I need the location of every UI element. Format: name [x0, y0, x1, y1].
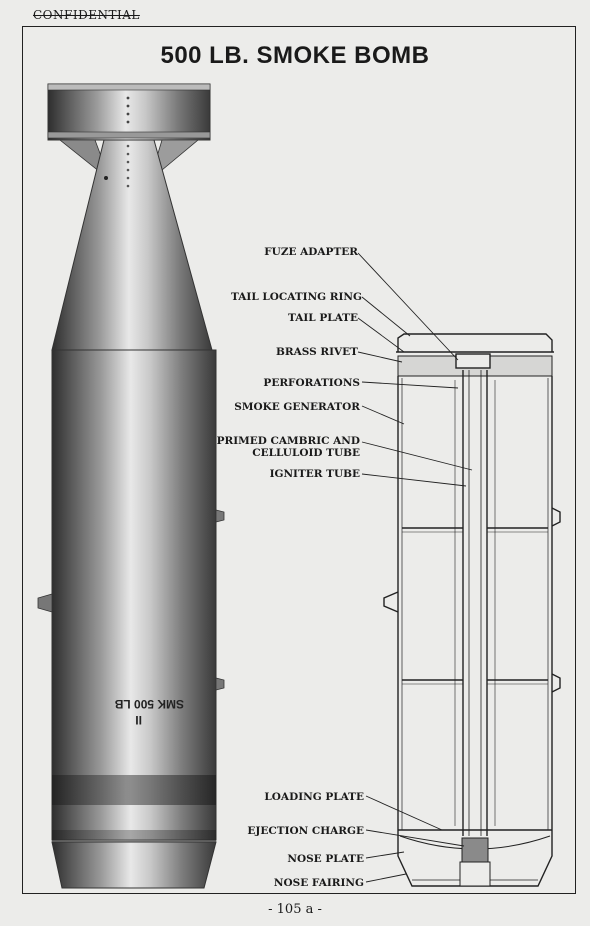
label-smoke-generator: SMOKE GENERATOR: [234, 401, 360, 413]
label-nose-plate: NOSE PLATE: [287, 853, 364, 865]
label-loading-plate: LOADING PLATE: [264, 791, 364, 803]
body-band: [52, 775, 216, 805]
label-perforations: PERFORATIONS: [263, 377, 360, 389]
label-tail-plate: TAIL PLATE: [287, 312, 358, 324]
label-ejection-charge: EJECTION CHARGE: [247, 825, 364, 837]
label-fuze-adapter: FUZE ADAPTER: [264, 246, 358, 258]
marking-line1: SMK 500 LB: [114, 697, 184, 711]
classification-label: CONFIDENTIAL: [33, 8, 140, 22]
tail-cone: [52, 140, 212, 350]
page-title: 500 LB. SMOKE BOMB: [160, 42, 430, 69]
cross-section-drawing: [384, 334, 560, 886]
label-igniter-tube: IGNITER TUBE: [269, 468, 360, 480]
label-primed-cambric: PRIMED CAMBRIC AND: [216, 435, 360, 447]
label-brass-rivet: BRASS RIVET: [276, 346, 358, 358]
bomb-body: [52, 350, 216, 840]
page-number: - 105 a -: [268, 902, 322, 917]
label-nose-fairing: NOSE FAIRING: [273, 877, 364, 889]
label-celluloid-tube: CELLULOID TUBE: [252, 447, 360, 459]
label-tail-locating-ring: TAIL LOCATING RING: [231, 291, 362, 303]
bomb-nose: [52, 842, 216, 888]
marking-line2: II: [135, 713, 142, 727]
